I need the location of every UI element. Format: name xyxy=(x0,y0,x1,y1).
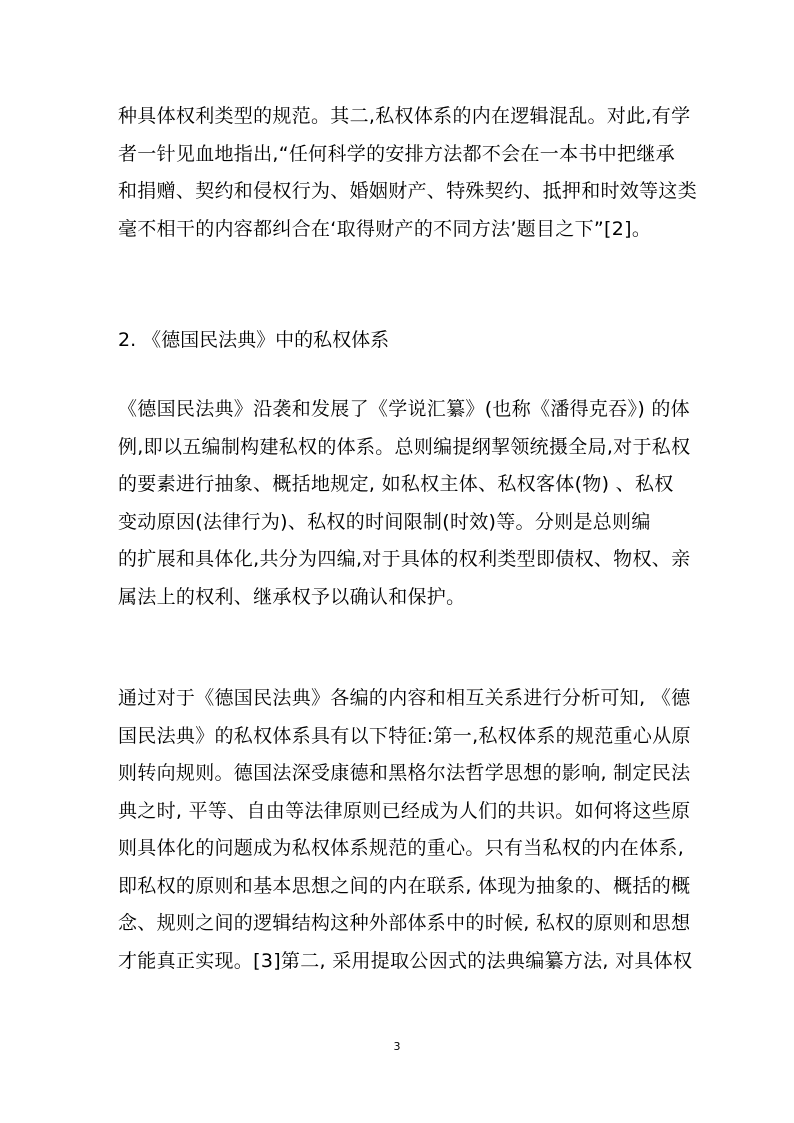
paragraph-line: 者一针见血地指出,“任何科学的安排方法都不会在一本书中把继承 xyxy=(118,142,675,165)
paragraph-line: 典之时, 平等、自由等法律原则已经成为人们的共识。如何将这些原 xyxy=(118,799,691,822)
paragraph-line: 则转向规则。德国法深受康德和黑格尔法哲学思想的影响, 制定民法 xyxy=(118,762,691,784)
paragraph-line: 则具体化的问题成为私权体系规范的重心。只有当私权的内在体系, xyxy=(118,837,685,859)
paragraph-line: 种具体权利类型的规范。其二,私权体系的内在逻辑混乱。对此,有学 xyxy=(118,105,691,127)
paragraph-line: 变动原因(法律行为)、私权的时间限制(时效)等。分则是总则编 xyxy=(118,510,651,533)
paragraph-line: 《德国民法典》沿袭和发展了《学说汇纂》(也称《潘得克吞》) 的体 xyxy=(118,398,690,420)
paragraph-line: 和捐赠、契约和侵权行为、婚姻财产、特殊契约、抵押和时效等这类 xyxy=(118,180,698,202)
paragraph-line: 毫不相干的内容都纠合在‘取得财产的不同方法’题目之下”[2]。 xyxy=(118,217,652,240)
paragraph-line: 即私权的原则和基本思想之间的内在联系, 体现为抽象的、概括的概 xyxy=(118,874,691,897)
paragraph-3 xyxy=(118,680,693,980)
paragraph-1 xyxy=(118,98,698,248)
paragraph-line: 才能真正实现。[3]第二, 采用提取公因式的法典编纂方法, 对具体权 xyxy=(118,949,693,972)
paragraph-2 xyxy=(118,391,691,616)
paragraph-line: 念、规则之间的逻辑结构这种外部体系中的时候, 私权的原则和思想 xyxy=(118,912,691,934)
paragraph-line: 属法上的权利、继承权予以确认和保护。 xyxy=(118,585,466,608)
paragraph-line: 通过对于《德国民法典》各编的内容和相互关系进行分析可知, 《德 xyxy=(118,687,691,709)
paragraph-line: 例,即以五编制构建私权的体系。总则编提纲挈领统摄全局,对于私权 xyxy=(118,435,691,458)
section-heading: 2. 《德国民法典》中的私权体系 xyxy=(118,329,390,351)
paragraph-line: 国民法典》的私权体系具有以下特征:第一,私权体系的规范重心从原 xyxy=(118,724,691,747)
page-number: 3 xyxy=(393,1040,401,1053)
paragraph-line: 的扩展和具体化,共分为四编,对于具体的权利类型即债权、物权、亲 xyxy=(118,548,691,570)
paragraph-line: 的要素进行抽象、概括地规定, 如私权主体、私权客体(物) 、私权 xyxy=(118,473,674,495)
